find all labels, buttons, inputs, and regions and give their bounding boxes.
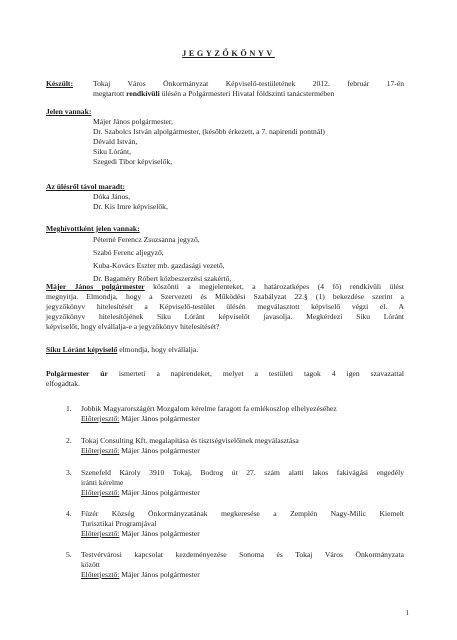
presenter-name: Májer János polgármester [119,488,200,498]
agenda-number: 4. [66,509,72,518]
presenter-name: Májer János polgármester [119,414,200,424]
agenda-title: Füzér Község Önkormányzatának megkeresése a Zemplén Nagy-Milic Kiemelt [81,509,404,518]
presenter-label: Előterjesztő: [81,488,120,498]
agenda-presenter [81,414,404,424]
meghivott-item: Kuba-Kovács Eszter mb. gazdasági vezető, [93,261,225,271]
jelen-item: Szegedi Tibor képviselők, [93,157,173,167]
agenda-title: Jobbik Magyarországért Mozgalom kérelme faragott fa emlékoszlop elhelyezéséhez [81,404,337,413]
siku-paragraph [46,345,404,355]
agenda-intro-paragraph [46,369,404,389]
keszult-line-2-post: ülésén a Polgármesteri Hivatal földszinti tanácstermében [159,89,335,98]
opening-line [46,282,404,292]
agenda-title: iránti kérelme [81,478,124,488]
agenda-presenter [81,570,404,580]
agenda-presenter [81,446,404,456]
keszult-rendkivuli: rendkívüli [126,89,160,98]
jelen-item: Siku Lóránt, [93,147,131,157]
speaker-polgarmester: Polgármester úr [46,369,108,378]
keszult-line-2-pre: megtartott [93,89,127,98]
agenda-number: 3. [66,468,72,477]
presenter-name: Májer János polgármester [119,529,200,539]
page-number: 1 [405,609,409,617]
keszult-label: Készült: [46,79,73,88]
agenda-presenter [81,488,404,498]
presenter-label: Előterjesztő: [81,570,120,580]
opening-line-text: köszönti a megjelenteket, a határozatképes (4 fő) rendkívüli ülést [144,282,404,291]
agenda-intro-line: elfogadtak. [46,379,80,389]
opening-line: megnyitja. Elmondja, hogy a Szervezeti és Működési Szabályzat 22.§ (1) bekezdése szerint a [46,292,404,302]
presenter-label: Előterjesztő: [81,414,120,424]
speaker-siku: Siku Lóránt képviselő [46,345,118,354]
tavol-item: Dr. Kis Imre képviselők, [93,202,168,212]
agenda-presenter [81,529,404,539]
keszult-line-1: Tokaj Város Önkormányzat Képviselő-testületének 2012. február 17-én [93,79,404,88]
presenter-label: Előterjesztő: [81,529,120,539]
presenter-name: Májer János polgármester [119,446,200,456]
agenda-number: 5. [66,550,72,559]
speaker-majer: Májer János polgármester [46,282,145,291]
agenda-title: Szenefeld Károly 3910 Tokaj, Bodrog út 27. szám alatti lakos fakivágási engedély [81,468,404,477]
tavol-heading: Az ülésről távol maradt: [46,182,126,191]
document-title: JEGYZŐKÖNYV [182,49,275,58]
tavol-item: Dóka János, [93,192,131,201]
jelen-item: Dr. Szabolcs István alpolgármester, (később érkezett, a 7. napirendi pontnál) [93,127,325,137]
agenda-title: Turisztikai Programjával [81,519,157,529]
jelen-item: Májer János polgármester, [93,117,174,126]
agenda-number: 2. [66,436,72,445]
jelen-heading: Jelen vannak: [46,107,92,116]
meghivott-item: Dr. Bagaméry Róbert közbeszerzési szakértő, [93,274,232,284]
jelen-item: Dévald István, [93,137,138,147]
agenda-title: Testvérvárosi kapcsolat kezdeményezése Sonoma és Tokaj Város Önkormányzata [81,550,404,559]
opening-line: képviselőt, hogy elvállalja-e a jegyzőkönyv hitelesítését? [46,322,220,332]
tavol-list [93,192,168,212]
siku-text: elmondja, hogy elvállalja. [117,345,199,354]
meghivott-heading: Meghívottként jelen vannak: [46,224,140,233]
agenda-title: között [81,560,100,570]
presenter-label: Előterjesztő: [81,446,120,456]
jelen-list [93,117,325,167]
opening-paragraph [46,282,404,332]
opening-line: jegyzőkönyv hitelesítőjének Siku Lóránt képviselőt javasolja. Megkérdezi Siku Lóránt [46,312,404,322]
opening-line: jegyzőkönyv hitelesítését a Képviselő-testület ülésén megválasztott képviselő végzi el. A [46,302,404,312]
meghivott-list [93,235,231,284]
agenda-number: 1. [66,404,72,413]
meghivott-item: Péterné Ferencz Zsuzsanna jegyző, [93,235,200,244]
agenda-intro-line [46,369,404,379]
agenda-title: Tokaj Consulting Kft. megalapítása és tisztségviselőinek megválasztása [81,436,299,445]
agenda-intro-text: ismerteti a napirendeket, melyet a testületi tagok 4 igen szavazattal [107,369,404,378]
meghivott-item: Szabó Ferenc aljegyző, [93,248,164,258]
presenter-name: Májer János polgármester [119,570,200,580]
keszult-line-2 [93,89,334,99]
